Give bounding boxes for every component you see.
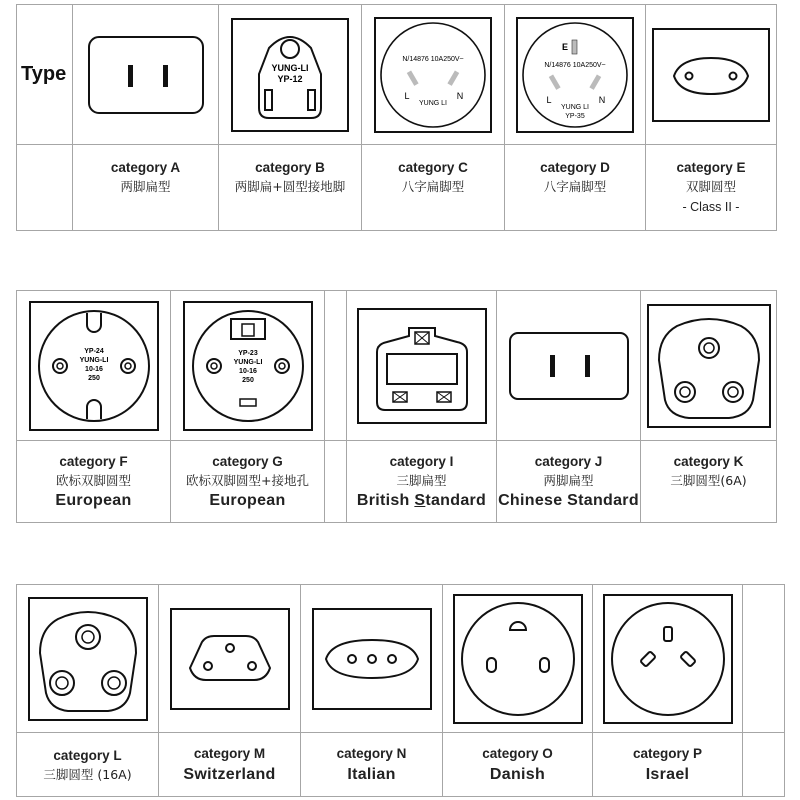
plug-image-b [219,5,362,145]
svg-text:YUNG-LI: YUNG-LI [233,358,262,366]
svg-text:250: 250 [241,376,254,384]
chinese-label: 双脚圆型 [685,178,736,194]
plug-image-m [159,585,301,733]
label-cell-b [219,145,362,231]
category-label: category N [336,745,407,761]
plug-f-icon [29,301,159,431]
label-cell-m [159,733,301,797]
svg-text:YUNG LI: YUNG LI [418,99,448,107]
english-label: European [209,491,286,509]
category-label: category M [193,745,266,761]
svg-text:L: L [546,94,552,105]
category-label: category L [53,747,122,763]
svg-text:YP-24: YP-24 [83,347,104,355]
label-cell-d [505,145,646,231]
category-label: category K [673,453,744,469]
label-cell-a [73,145,219,231]
category-label: category O [482,745,553,761]
english-label: British Standard [356,491,487,509]
chinese-label: 三脚圆型 (16A) [43,766,132,782]
english-label: Chinese Standard [498,491,639,509]
plug-c-icon [374,17,492,133]
type-label: Type [17,5,73,145]
plug-image-k [641,291,777,441]
plug-b-icon [231,18,349,132]
spacer-cell [743,733,785,797]
plug-l-icon [28,597,148,721]
svg-text:YP-35: YP-35 [565,112,585,120]
plug-image-f [17,291,171,441]
svg-text:250: 250 [87,374,100,382]
category-label: category B [255,159,325,175]
plug-m-icon [170,608,290,710]
plug-image-d [505,5,646,145]
plug-image-g [171,291,325,441]
label-cell-l [17,733,159,797]
plug-p-icon [603,594,733,724]
english-label: Italian [347,765,396,783]
english-label: European [55,491,132,509]
plug-i-icon [357,308,487,424]
label-cell-i [347,441,497,523]
plug-k-icon [647,304,771,428]
label-cell-c [362,145,505,231]
category-label: category J [534,453,603,469]
label-cell-e [646,145,777,231]
svg-text:N: N [598,94,606,105]
plug-n-icon [312,608,432,710]
label-cell-o [443,733,593,797]
english-label: Switzerland [183,765,276,783]
svg-text:L: L [404,90,410,101]
empty-cell [17,145,73,231]
plug-g-icon [183,301,313,431]
class-label: - Class II - [682,199,740,214]
chinese-label: 三脚圆型(6A) [670,472,747,488]
plug-image-l [17,585,159,733]
category-label: category C [398,159,468,175]
spacer-cell [325,441,347,523]
label-cell-j [497,441,641,523]
plug-image-p [593,585,743,733]
label-cell-g [171,441,325,523]
plug-image-o [443,585,593,733]
svg-text:YUNG LI: YUNG LI [560,103,590,111]
chinese-label: 八字扁脚型 [543,178,607,194]
spacer-cell [743,585,785,733]
plug-e-icon [652,28,770,122]
plug-j-icon [508,331,630,401]
plug-image-n [301,585,443,733]
plug-image-j [497,291,641,441]
chinese-label: 欧标双脚圆型+接地孔 [186,472,309,488]
chinese-label: 八字扁脚型 [401,178,465,194]
chinese-label: 三脚扁型 [396,472,447,488]
svg-text:E: E [561,41,569,52]
english-label: Israel [645,765,690,783]
svg-text:N/14876 10A250V~: N/14876 10A250V~ [544,61,606,69]
svg-text:YUNG-LI: YUNG-LI [79,356,108,364]
chinese-label: 两脚扁+圆型接地脚 [234,178,346,194]
chinese-label: 两脚扁型 [120,178,171,194]
category-label: category I [389,453,454,469]
category-label: category E [676,159,746,175]
category-label: category A [110,159,181,175]
svg-text:10-16: 10-16 [238,367,257,375]
plug-table-row3 [16,584,785,797]
svg-text:N: N [456,90,464,101]
plug-image-c [362,5,505,145]
label-cell-n [301,733,443,797]
spacer-cell [325,291,347,441]
category-label: category F [59,453,128,469]
plug-d-icon [516,17,634,133]
category-label: category G [212,453,283,469]
plug-o-icon [453,594,583,724]
category-label: category D [540,159,610,175]
label-cell-k [641,441,777,523]
label-cell-f [17,441,171,523]
svg-text:N/14876 10A250V~: N/14876 10A250V~ [402,55,464,63]
plug-image-i [347,291,497,441]
svg-text:10-16: 10-16 [84,365,103,373]
plug-table-row2 [16,290,777,523]
chinese-label: 两脚扁型 [543,472,594,488]
category-label: category P [632,745,703,761]
english-label: Danish [489,765,546,783]
label-cell-p [593,733,743,797]
svg-text:YUNG-LI: YUNG-LI [271,62,309,73]
svg-text:YP-23: YP-23 [237,349,258,357]
svg-text:YP-12: YP-12 [277,73,303,84]
plug-image-a [73,5,219,145]
plug-table-row1 [16,4,777,231]
chinese-label: 欧标双脚圆型 [55,472,131,488]
plug-image-e [646,5,777,145]
plug-a-icon [87,35,205,115]
